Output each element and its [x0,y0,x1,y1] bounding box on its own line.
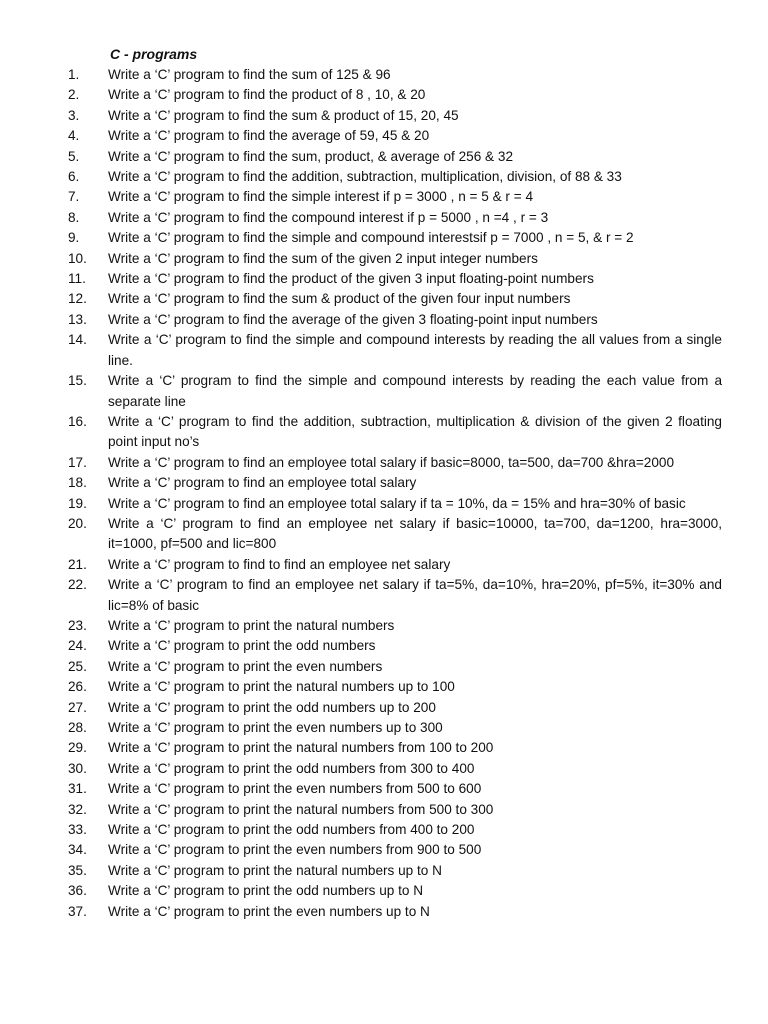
list-item [0,902,768,922]
list-item [0,657,768,677]
item-text: Write a ‘C’ program to print the natural numbers up to N [108,862,442,878]
item-text: Write a ‘C’ program to print the natural numbers from 100 to 200 [108,740,494,756]
list-item [0,106,768,126]
item-number: 24. [68,638,87,654]
item-text: Write a ‘C’ program to print the even numbers up to 300 [108,720,443,735]
item-number: 33. [68,822,87,838]
list-item [0,718,768,738]
item-number: 21. [68,556,87,572]
list-item [0,208,768,228]
list-item [0,65,768,85]
list-item [0,187,768,207]
item-number: 22. [68,577,87,593]
item-text: Write a ‘C’ program to find the sum of the given 2 input integer numbers [108,250,538,266]
list-item [0,861,768,881]
item-text: Write a ‘C’ program to find the product of the given 3 input floating-point numbers [108,271,594,287]
program-list [0,65,768,922]
list-item [0,840,768,860]
item-text: Write a ‘C’ program to find an employee total salary if ta = 10%, da = 15% and hra=30% of basic [108,495,686,511]
document-title: C - programs [110,46,198,62]
item-number: 1. [68,67,80,82]
item-text: Write a ‘C’ program to print the natural numbers from 500 to 300 [108,801,494,817]
list-item [0,494,768,514]
list-item [0,147,768,167]
list-item [0,167,768,187]
list-item [0,800,768,820]
list-item [0,289,768,309]
item-number: 8. [68,209,80,225]
item-text: Write a ‘C’ program to find the simple and compound interests by reading the all values from a single line. [108,332,722,368]
item-number: 9. [68,230,80,246]
list-item [0,453,768,473]
item-number: 25. [68,658,87,674]
item-number: 19. [68,495,87,511]
list-item [0,881,768,901]
item-number: 23. [68,617,87,633]
item-text: Write a ‘C’ program to print the odd numbers up to 200 [108,699,436,715]
item-text: Write a ‘C’ program to find the sum & product of the given four input numbers [108,291,571,307]
list-item [0,616,768,636]
item-text: Write a ‘C’ program to print the even numbers [108,658,383,674]
item-number: 17. [68,454,87,470]
item-text: Write a ‘C’ program to find the sum, product, & average of 256 & 32 [108,148,513,164]
item-text: Write a ‘C’ program to print the natural numbers [108,617,395,633]
item-number: 14. [68,332,87,348]
item-number: 2. [68,87,80,103]
item-number: 10. [68,250,87,266]
item-text: Write a ‘C’ program to print the odd numbers up to N [108,883,424,899]
item-number: 27. [68,699,87,715]
item-text: Write a ‘C’ program to print the natural numbers up to 100 [108,679,455,695]
document-page [0,44,768,922]
item-number: 16. [68,413,87,429]
item-number: 4. [68,128,80,144]
item-number: 13. [68,311,87,327]
item-number: 36. [68,883,87,899]
list-item [0,514,768,555]
item-text: Write a ‘C’ program to find an employee total salary [108,475,417,491]
item-text: Write a ‘C’ program to find the simple interest if p = 3000 , n = 5 & r = 4 [108,189,534,205]
item-number: 30. [68,760,87,776]
list-item [0,636,768,656]
list-item [0,126,768,146]
list-item [0,371,768,412]
item-text: Write a ‘C’ program to print the odd numbers from 300 to 400 [108,760,475,776]
item-number: 29. [68,740,87,756]
item-text: Write a ‘C’ program to find the sum & product of 15, 20, 45 [108,107,459,123]
item-text: Write a ‘C’ program to find the average of the given 3 floating-point input numbers [108,311,598,327]
item-text: Write a ‘C’ program to find an employee total salary if basic=8000, ta=500, da=700 &hra=2000 [108,454,674,470]
item-text: Write a ‘C’ program to find an employee net salary if ta=5%, da=10%, hra=20%, pf=5%, it=30% and lic=8% of basic [108,577,722,613]
list-item [0,473,768,493]
item-number: 6. [68,169,80,185]
item-number: 34. [68,842,87,858]
item-text: Write a ‘C’ program to print the even numbers from 900 to 500 [108,842,482,858]
item-number: 18. [68,475,87,491]
item-text: Write a ‘C’ program to find the average of 59, 45 & 20 [108,128,430,144]
list-item [0,310,768,330]
item-text: Write a ‘C’ program to find the simple and compound interests by reading the each value from a separate line [108,373,722,409]
list-item [0,330,768,371]
item-text: Write a ‘C’ program to find to find an employee net salary [108,556,451,572]
item-text: Write a ‘C’ program to print the odd numbers from 400 to 200 [108,822,475,838]
list-item [0,249,768,269]
item-text: Write a ‘C’ program to find the simple and compound interestsif p = 7000 , n = 5, & r = 2 [108,230,634,246]
item-number: 20. [68,515,87,531]
item-number: 37. [68,903,87,919]
list-item [0,738,768,758]
item-text: Write a ‘C’ program to find the sum of 125 & 96 [108,67,391,82]
item-number: 35. [68,862,87,878]
item-text: Write a ‘C’ program to print the even numbers up to N [108,903,430,919]
item-number: 5. [68,148,80,164]
item-number: 7. [68,189,80,205]
item-text: Write a ‘C’ program to find the compound interest if p = 5000 , n =4 , r = 3 [108,209,549,225]
item-text: Write a ‘C’ program to print the even numbers from 500 to 600 [108,781,482,797]
item-number: 26. [68,679,87,695]
list-item [0,779,768,799]
item-text: Write a ‘C’ program to print the odd numbers [108,638,376,654]
item-number: 11. [68,271,86,287]
item-text: Write a ‘C’ program to find the product of 8 , 10, & 20 [108,87,426,103]
list-item [0,677,768,697]
item-number: 32. [68,801,87,817]
item-number: 3. [68,107,80,123]
item-text: Write a ‘C’ program to find the addition, subtraction, multiplication, division, of 88 & 33 [108,169,622,185]
list-item [0,412,768,453]
item-number: 31. [68,781,87,797]
item-number: 15. [68,373,87,389]
list-item [0,228,768,248]
item-number: 28. [68,720,87,735]
item-number: 12. [68,291,87,307]
item-text: Write a ‘C’ program to find the addition, subtraction, multiplication & division of the given 2 floating point input no’s [108,413,722,450]
list-item [0,555,768,575]
list-item [0,269,768,289]
item-text: Write a ‘C’ program to find an employee net salary if basic=10000, ta=700, da=1200, hra=3000, it=1000, pf=500 and lic=800 [108,515,722,552]
list-item [0,575,768,616]
list-item [0,820,768,840]
list-item [0,698,768,718]
list-item [0,759,768,779]
list-item [0,85,768,105]
